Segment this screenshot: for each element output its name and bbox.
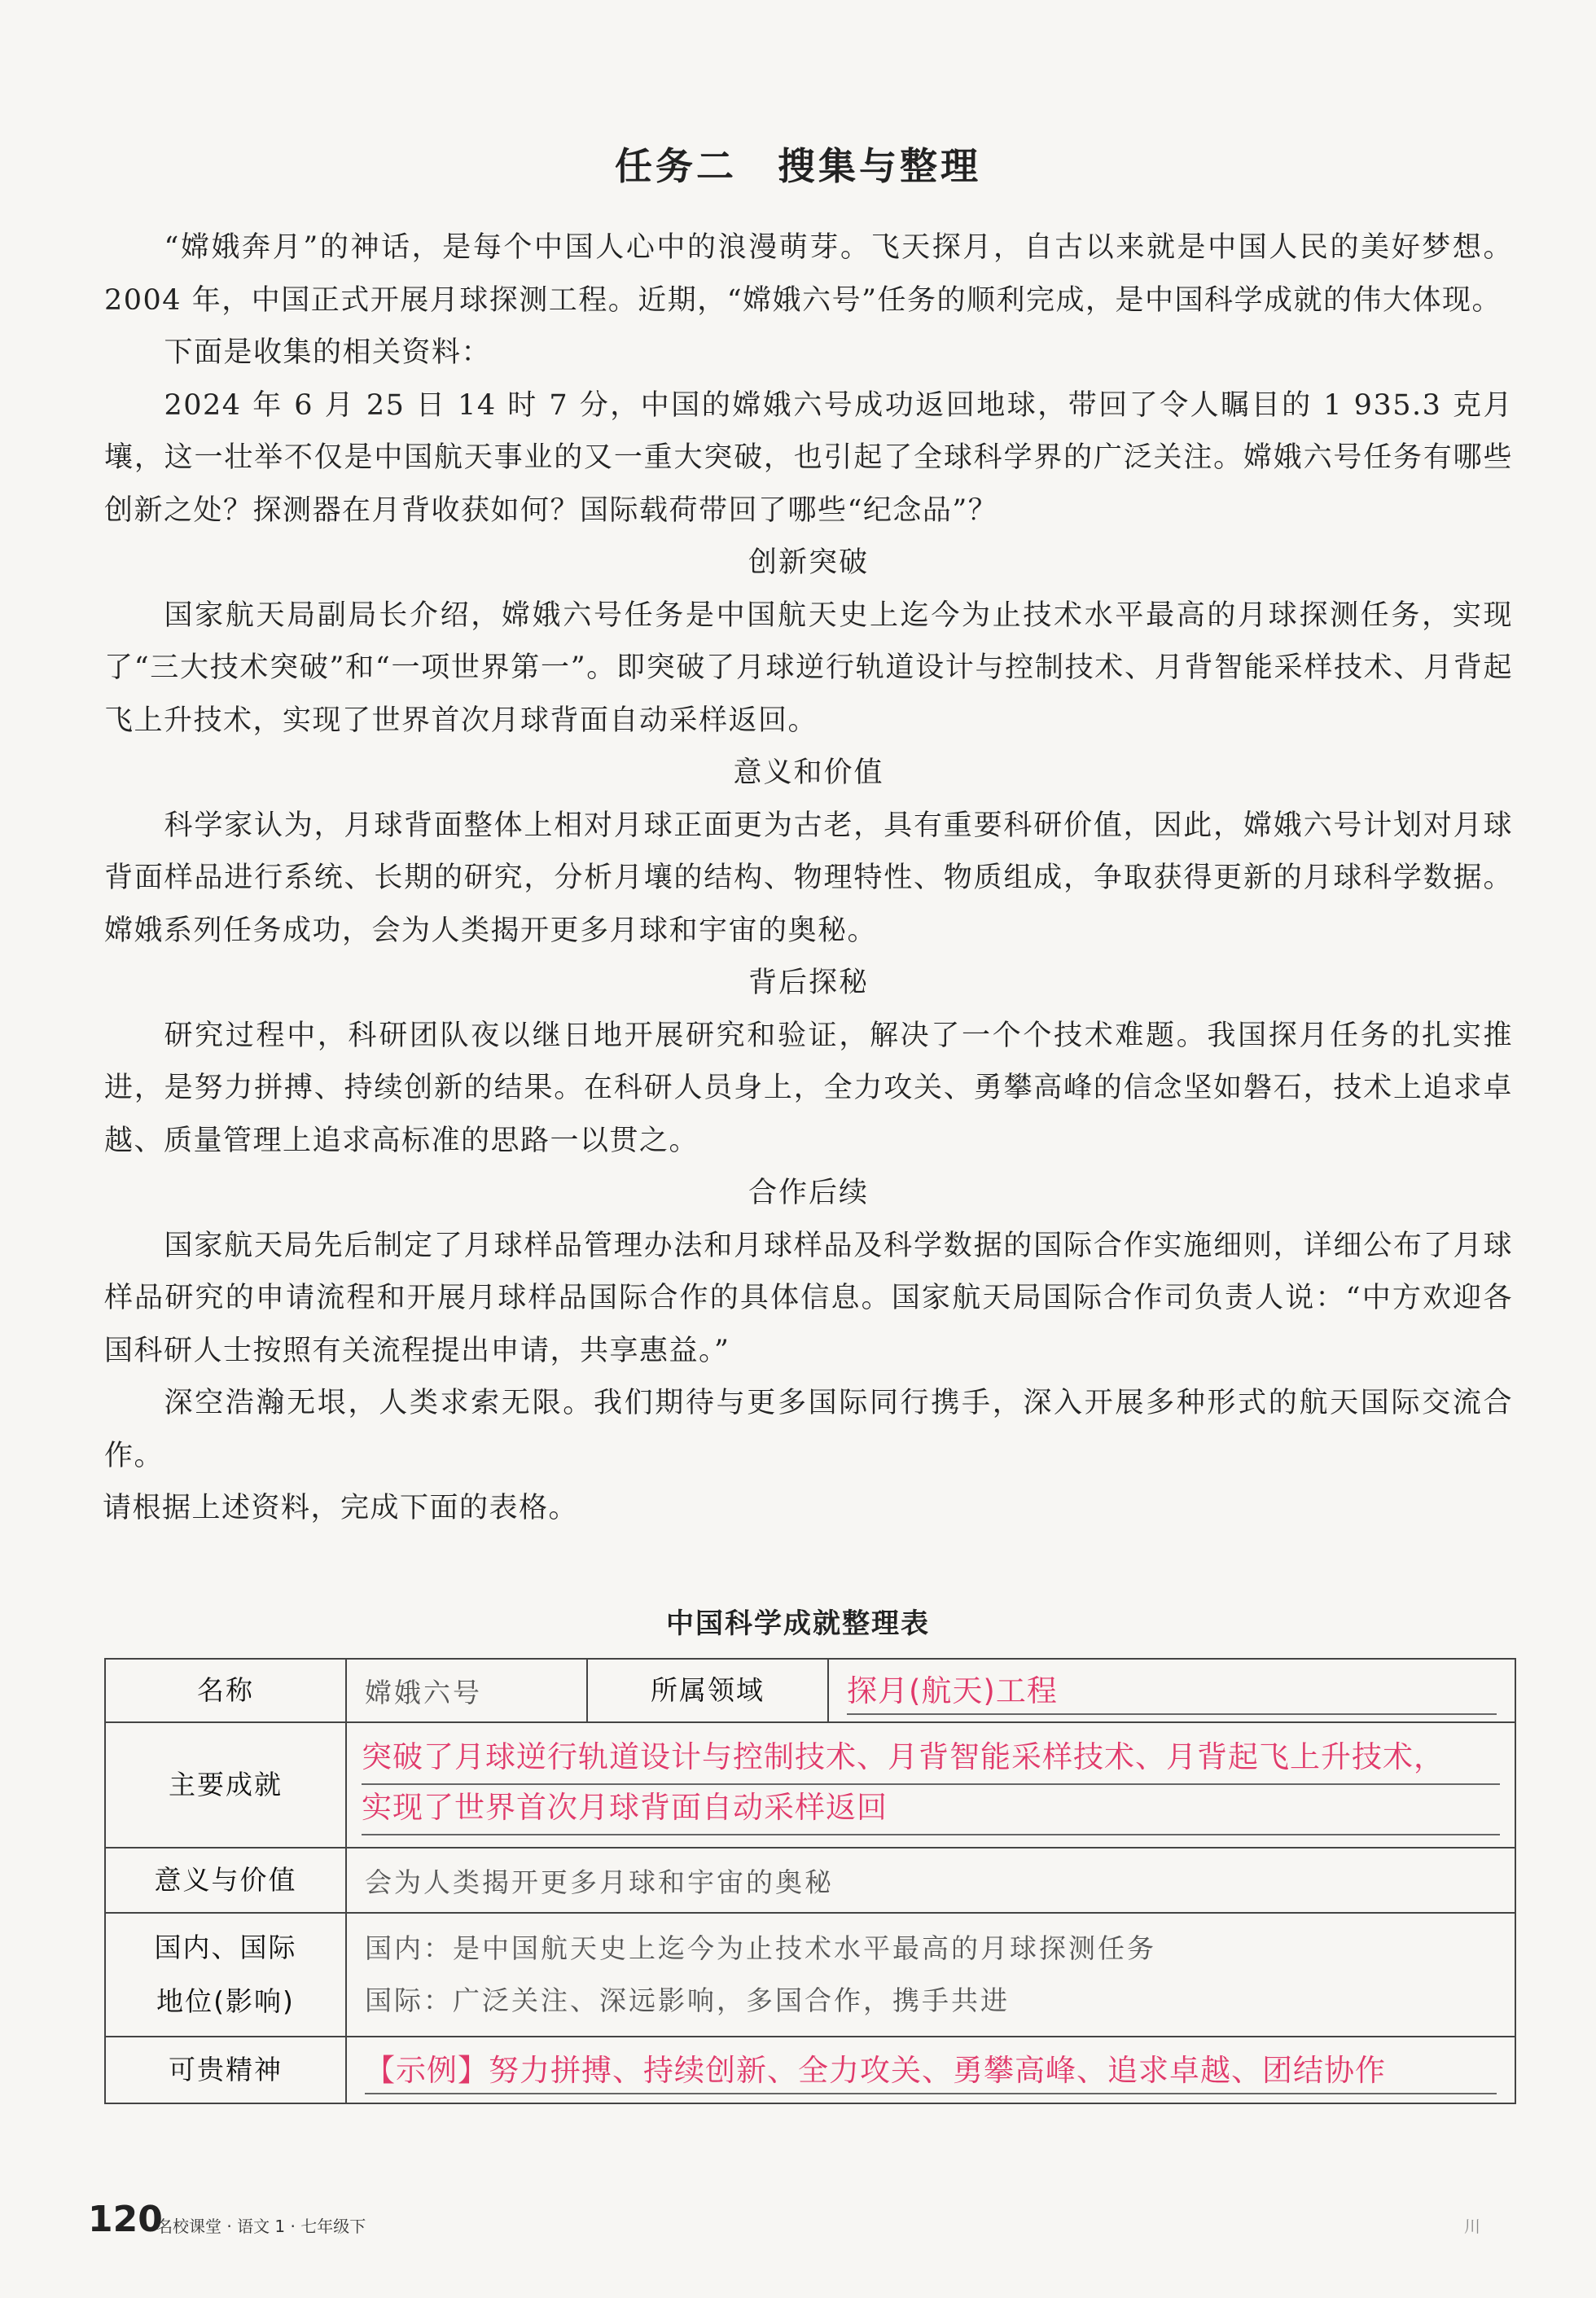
answer-achievement-line-1: 突破了月球逆行轨道设计与控制技术、月背智能采样技术、月背起飞上升技术， (362, 1734, 1500, 1785)
section-heading-significance: 意义和价值 (733, 756, 884, 789)
table-row (105, 1722, 1515, 1848)
table-row (105, 1913, 1515, 2037)
value-spirit-cell (346, 2037, 1515, 2103)
table-title: 中国科学成就整理表 (666, 1607, 930, 1640)
value-main-achievement-cell (346, 1722, 1515, 1848)
table-row (105, 2037, 1515, 2103)
intro-paragraph: “嫦娥奔月”的神话，是每个中国人心中的浪漫萌芽。飞天探月，自古以来就是中国人民的美好梦想。2004 年，中国正式开展月球探测工程。近期，“嫦娥六号”任务的顺利完成，是中国科学成就的伟大体现。 (104, 231, 1513, 317)
label-field: 所属领域 (587, 1659, 828, 1722)
answer-field: 探月(航天)工程 (847, 1666, 1497, 1715)
label-status-line-2: 地位(影响) (156, 1985, 295, 2017)
label-significance: 意义与价值 (105, 1848, 346, 1913)
task-instruction: 请根据上述资料，完成下面的表格。 (103, 1492, 579, 1524)
table-row (105, 1659, 1515, 1722)
page-number: 120 (88, 2199, 163, 2240)
intro-lead-in: 下面是收集的相关资料： (164, 336, 492, 369)
label-spirit: 可贵精神 (105, 2037, 346, 2103)
value-significance: 会为人类揭开更多月球和宇宙的奥秘 (346, 1848, 1515, 1913)
answer-spirit: 【示例】努力拼搏、持续创新、全力攻关、勇攀高峰、追求卓越、团结协作 (365, 2046, 1497, 2094)
section-heading-cooperation: 合作后续 (748, 1177, 869, 1209)
page-title (0, 137, 1596, 191)
value-international: 国际：广泛关注、深远影响，多国合作，携手共进 (365, 1984, 1010, 2016)
title-topic: 搜集与整理 (778, 144, 981, 188)
section-text-behind-scenes: 研究过程中，科研团队夜以继日地开展研究和验证，解决了一个个技术难题。我国探月任务的扎实推进，是努力拼搏、持续创新的结果。在科研人员身上，全力攻关、勇攀高峰的信念坚如磐石，技术上追求卓越、质量管理上追求高标准的思路一以贯之。 (104, 1019, 1513, 1157)
reading-material (104, 221, 1513, 1535)
label-main-achievement: 主要成就 (105, 1722, 346, 1848)
material-lead-paragraph: 2024 年 6 月 25 日 14 时 7 分，中国的嫦娥六号成功返回地球，带回了令人瞩目的 1 935.3 克月壤，这一壮举不仅是中国航天事业的又一重大突破，也引起了全球科学界的广泛关注。嫦娥六号任务有哪些创新之处？探测器在月背收获如何？国际载荷带回了哪些“纪念品”？ (104, 388, 1513, 527)
closing-paragraph: 深空浩瀚无垠，人类求索无限。我们期待与更多国际同行携手，深入开展多种形式的航天国际交流合作。 (104, 1387, 1513, 1472)
label-name: 名称 (105, 1659, 346, 1722)
label-status-influence (105, 1913, 346, 2037)
region-mark: 川 (1464, 2217, 1480, 2236)
value-field-cell (828, 1659, 1515, 1722)
section-text-significance: 科学家认为，月球背面整体上相对月球正面更为古老，具有重要科研价值，因此，嫦娥六号计划对月球背面样品进行系统、长期的研究，分析月壤的结构、物理特性、物质组成，争取获得更新的月球科学数据。嫦娥系列任务成功，会为人类揭开更多月球和宇宙的奥秘。 (104, 809, 1513, 947)
value-name: 嫦娥六号 (346, 1659, 587, 1722)
section-heading-innovation: 创新突破 (748, 546, 869, 579)
section-text-cooperation: 国家航天局先后制定了月球样品管理办法和月球样品及科学数据的国际合作实施细则，详细公布了月球样品研究的申请流程和开展月球样品国际合作的具体信息。国家航天局国际合作司负责人说：“中方欢迎各国科研人士按照有关流程提出申请，共享惠益。” (104, 1229, 1513, 1367)
title-task: 任务二 (615, 144, 737, 188)
table-row (105, 1848, 1515, 1913)
achievement-table (104, 1658, 1516, 2104)
value-domestic: 国内：是中国航天史上迄今为止技术水平最高的月球探测任务 (365, 1932, 1156, 1964)
value-status-cell (346, 1913, 1515, 2037)
section-heading-behind-scenes: 背后探秘 (748, 967, 869, 999)
label-status-line-1: 国内、国际 (154, 1932, 297, 1963)
book-title: 名校课堂 · 语文 1 · 七年级下 (156, 2217, 366, 2236)
answer-achievement-line-2: 实现了世界首次月球背面自动采样返回 (362, 1785, 1500, 1835)
section-text-innovation: 国家航天局副局长介绍，嫦娥六号任务是中国航天史上迄今为止技术水平最高的月球探测任务，实现了“三大技术突破”和“一项世界第一”。即突破了月球逆行轨道设计与控制技术、月背智能采样技术、月背起飞上升技术，实现了世界首次月球背面自动采样返回。 (104, 599, 1513, 737)
